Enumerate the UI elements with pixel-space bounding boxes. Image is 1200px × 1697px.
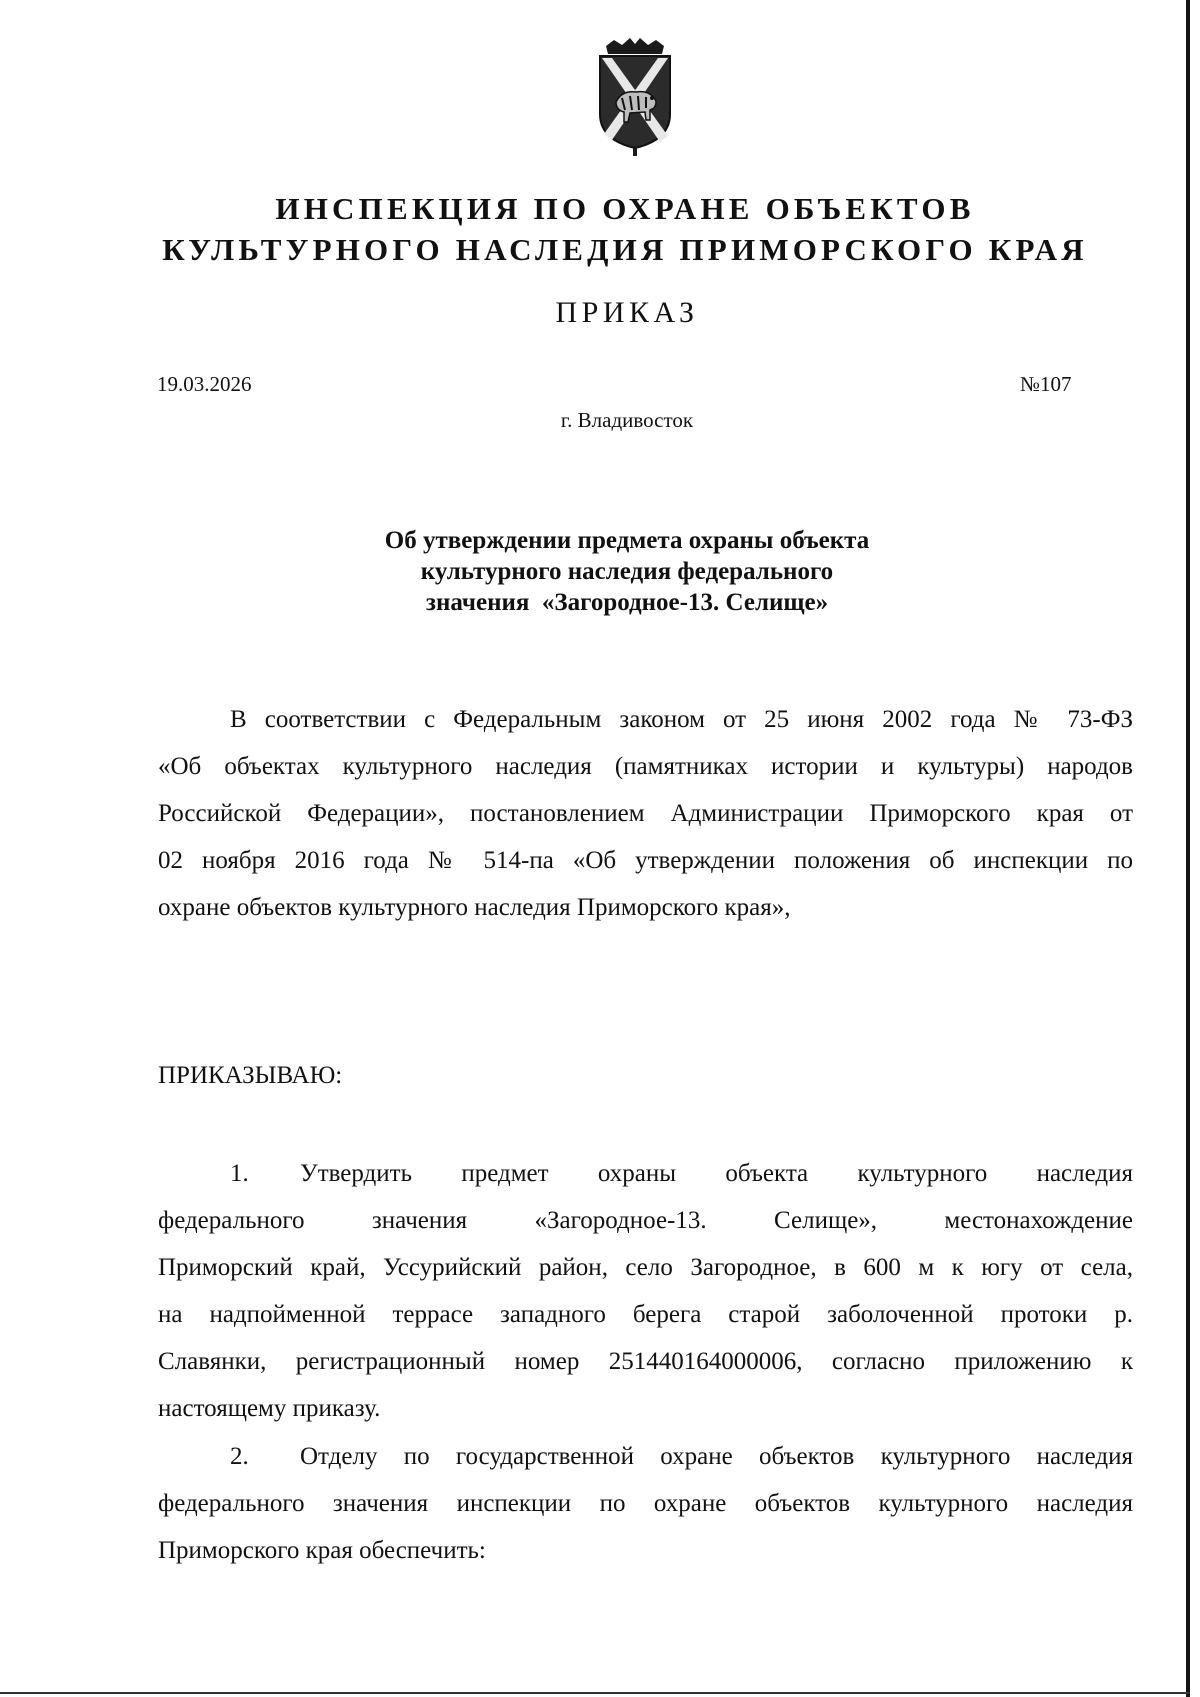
item-line: федерального значения «Загородное-13. Селище», местонахождение — [158, 1207, 1133, 1234]
preamble-line: 02 ноября 2016 года № 514-па «Об утверждении положения об инспекции по — [158, 847, 1133, 874]
order-keyword: ПРИКАЗЫВАЮ: — [158, 1062, 343, 1089]
item-line: Приморского края обеспечить: — [158, 1537, 486, 1564]
organization-name-line-2: КУЛЬТУРНОГО НАСЛЕДИЯ ПРИМОРСКОГО КРАЯ — [162, 232, 1088, 267]
title-line: значения «Загородное-13. Селище» — [425, 589, 829, 616]
preamble-line: «Об объектах культурного наследия (памятниках истории и культуры) народов — [158, 753, 1133, 780]
item-line: Утвердить предмет охраны объекта культурного наследия — [300, 1160, 1133, 1187]
title-line: Об утверждении предмета охраны объекта — [384, 527, 870, 554]
item-line: Приморский край, Уссурийский район, село Загородное, в 600 м к югу от села, — [158, 1254, 1133, 1281]
document-type: ПРИКАЗ — [555, 296, 699, 329]
item-number: 1. — [230, 1160, 249, 1187]
preamble-line: В соответствии с Федеральным законом от 25 июня 2002 года № 73-ФЗ — [230, 706, 1133, 733]
document-title — [27, 525, 1200, 618]
item-line: настоящему приказу. — [158, 1395, 381, 1422]
scan-border-bottom — [0, 1692, 1190, 1694]
organization-name-line-1: ИНСПЕКЦИЯ ПО ОХРАНЕ ОБЪЕКТОВ — [275, 191, 975, 226]
preamble-line: Российской Федерации», постановлением Администрации Приморского края от — [158, 800, 1133, 827]
document-city: г. Владивосток — [560, 408, 694, 432]
item-line: Отделу по государственной охране объектов культурного наследия — [300, 1443, 1133, 1470]
document-date: 19.03.2026 — [157, 372, 252, 396]
item-line: Славянки, регистрационный номер 251440164000006, согласно приложению к — [158, 1348, 1133, 1375]
preamble-line: охране объектов культурного наследия Приморского края», — [158, 894, 791, 921]
item-line: на надпойменной террасе западного берега старой заболоченной протоки р. — [158, 1301, 1133, 1328]
item-number: 2. — [230, 1443, 249, 1470]
item-line: федерального значения инспекции по охране объектов культурного наследия — [158, 1490, 1133, 1517]
primorsky-krai-coat-of-arms-icon — [592, 36, 678, 156]
title-line: культурного наследия федерального — [420, 558, 834, 585]
document-number: №107 — [1020, 372, 1072, 396]
